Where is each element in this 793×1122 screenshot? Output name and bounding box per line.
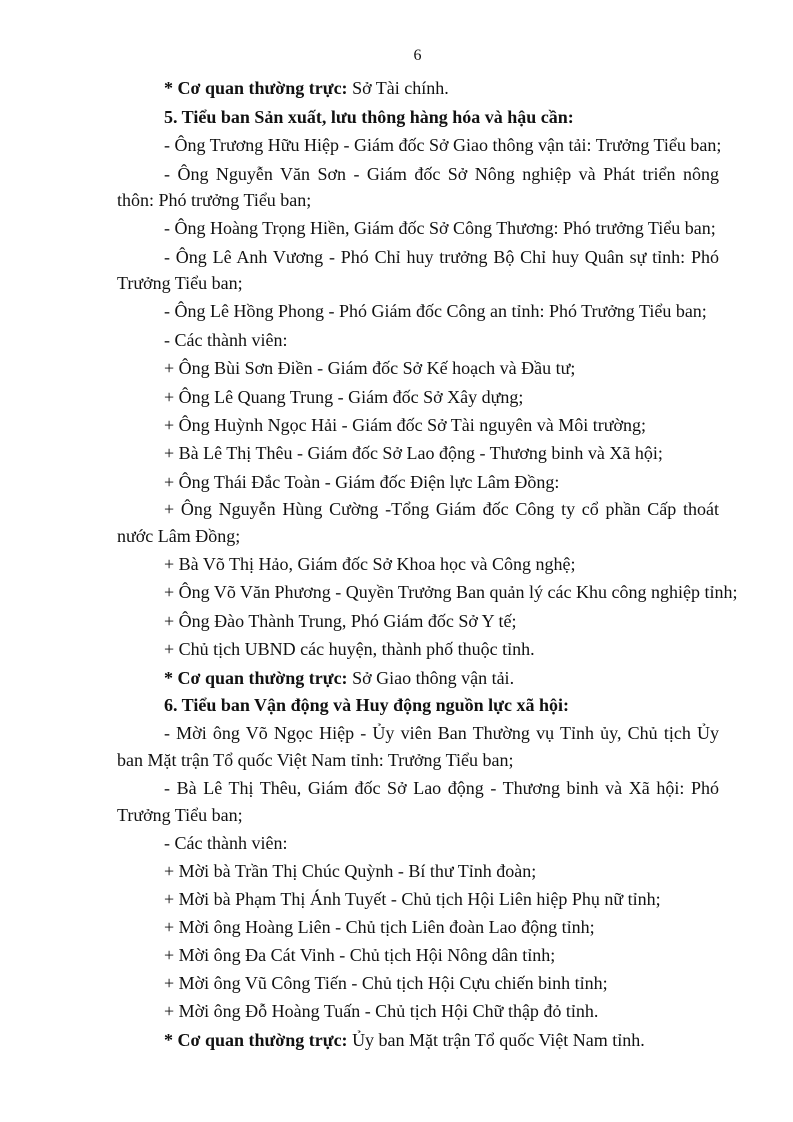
paragraph-line: - Ông Lê Anh Vương - Phó Chỉ huy trưởng Bộ Chỉ huy Quân sự tỉnh: Phó [164, 247, 719, 267]
page-number: 6 [413, 47, 422, 64]
list-item: + Ông Võ Văn Phương - Quyền Trưởng Ban quản lý các Khu công nghiệp tỉnh; [164, 582, 738, 602]
list-item: + Mời ông Hoàng Liên - Chủ tịch Liên đoàn Lao động tỉnh; [164, 917, 595, 937]
paragraph-line: - Ông Lê Hồng Phong - Phó Giám đốc Công an tỉnh: Phó Trưởng Tiểu ban; [164, 301, 707, 321]
list-item: + Mời bà Phạm Thị Ánh Tuyết - Chủ tịch Hội Liên hiệp Phụ nữ tỉnh; [164, 889, 661, 909]
paragraph-line: thôn: Phó trưởng Tiểu ban; [117, 190, 312, 210]
paragraph-line: ban Mặt trận Tổ quốc Việt Nam tỉnh: Trưởng Tiểu ban; [117, 750, 514, 770]
paragraph-line: Trưởng Tiểu ban; [117, 805, 243, 825]
paragraph-line: - Ông Hoàng Trọng Hiền, Giám đốc Sở Công Thương: Phó trưởng Tiểu ban; [164, 218, 716, 238]
standing-agency-line: * Cơ quan thường trực: Sở Giao thông vận tải. [164, 668, 515, 688]
list-item: + Chủ tịch UBND các huyện, thành phố thuộc tỉnh. [164, 639, 535, 659]
list-item: + Mời ông Đa Cát Vinh - Chủ tịch Hội Nông dân tỉnh; [164, 945, 556, 965]
paragraph-line: - Các thành viên: [164, 330, 288, 350]
list-item: + Mời bà Trần Thị Chúc Quỳnh - Bí thư Tỉnh đoàn; [164, 861, 537, 881]
paragraph-line: - Mời ông Võ Ngọc Hiệp - Ủy viên Ban Thường vụ Tỉnh ủy, Chủ tịch Ủy [164, 723, 719, 743]
list-item: + Bà Võ Thị Hảo, Giám đốc Sở Khoa học và Công nghệ; [164, 554, 576, 574]
list-item: + Mời ông Vũ Công Tiến - Chủ tịch Hội Cựu chiến binh tỉnh; [164, 973, 608, 993]
section-heading: 6. Tiểu ban Vận động và Huy động nguồn lực xã hội: [164, 695, 569, 715]
standing-agency-line: * Cơ quan thường trực: Sở Tài chính. [164, 78, 449, 98]
list-item: + Ông Lê Quang Trung - Giám đốc Sở Xây dựng; [164, 387, 524, 407]
list-item: + Ông Huỳnh Ngọc Hải - Giám đốc Sở Tài nguyên và Môi trường; [164, 415, 647, 435]
list-item: + Mời ông Đỗ Hoàng Tuấn - Chủ tịch Hội Chữ thập đỏ tỉnh. [164, 1001, 599, 1021]
paragraph-line: - Các thành viên: [164, 833, 288, 853]
section-heading: 5. Tiểu ban Sản xuất, lưu thông hàng hóa và hậu cần: [164, 107, 574, 127]
list-item: + Ông Bùi Sơn Điền - Giám đốc Sở Kế hoạch và Đầu tư; [164, 358, 576, 378]
list-item: + Bà Lê Thị Thêu - Giám đốc Sở Lao động - Thương binh và Xã hội; [164, 443, 663, 463]
list-item: + Ông Đào Thành Trung, Phó Giám đốc Sở Y tế; [164, 611, 517, 631]
paragraph-line: - Bà Lê Thị Thêu, Giám đốc Sở Lao động - Thương binh và Xã hội: Phó [164, 778, 719, 798]
paragraph-line: - Ông Nguyễn Văn Sơn - Giám đốc Sở Nông nghiệp và Phát triển nông [164, 164, 719, 184]
paragraph-line: Trưởng Tiểu ban; [117, 273, 243, 293]
list-item-continuation: nước Lâm Đồng; [117, 526, 241, 546]
paragraph-line: - Ông Trương Hữu Hiệp - Giám đốc Sở Giao thông vận tải: Trưởng Tiểu ban; [164, 135, 722, 155]
list-item: + Ông Nguyễn Hùng Cường -Tổng Giám đốc Công ty cổ phần Cấp thoát [164, 499, 719, 519]
standing-agency-line: * Cơ quan thường trực: Ủy ban Mặt trận Tổ quốc Việt Nam tỉnh. [164, 1030, 645, 1050]
list-item: + Ông Thái Đắc Toàn - Giám đốc Điện lực Lâm Đồng: [164, 472, 560, 492]
